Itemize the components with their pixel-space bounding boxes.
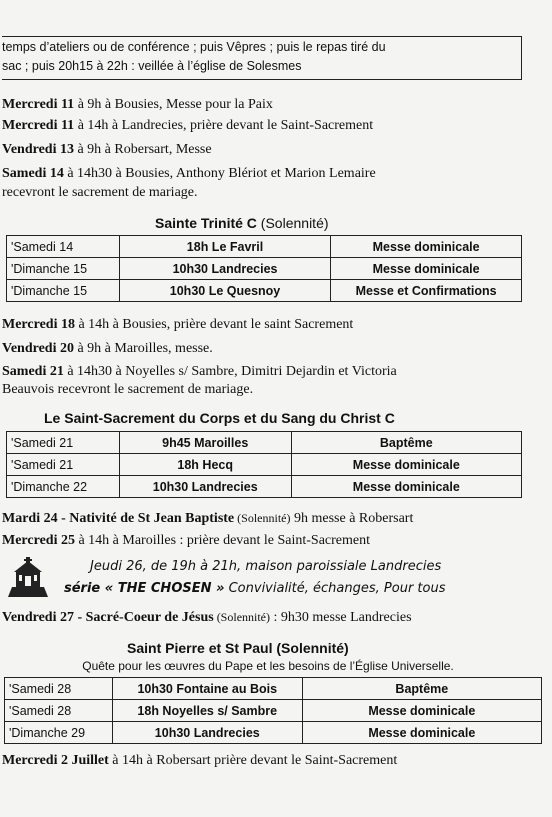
announcement-line: Mercredi 11 à 14h à Landrecies, prière devant le Saint-Sacrement xyxy=(2,118,374,133)
table-cell-day: 'Dimanche 15 xyxy=(7,258,120,280)
table-cell-day: 'Samedi 28 xyxy=(5,700,113,722)
announcement-line: Mercredi 18 à 14h à Bousies, prière devant le saint Sacrement xyxy=(2,317,354,332)
table-cell-time: 10h30 Landrecies xyxy=(119,476,291,498)
schedule-table xyxy=(6,431,522,498)
table-cell-time: 10h30 Fontaine au Bois xyxy=(112,678,302,700)
table-cell-day: 'Samedi 21 xyxy=(7,432,120,454)
table-cell-time: 18h Hecq xyxy=(119,454,291,476)
announcement-line: Vendredi 13 à 9h à Robersart, Messe xyxy=(2,142,212,157)
table-cell-time: 10h30 Landrecies xyxy=(119,258,330,280)
section-title: Sainte Trinité C (Solennité) xyxy=(155,215,329,231)
announcement-line: Samedi 21 à 14h30 à Noyelles s/ Sambre, Dimitri Dejardin et Victoria xyxy=(2,364,397,379)
table-row xyxy=(5,700,542,722)
section-title: Saint Pierre et St Paul (Solennité) xyxy=(127,640,349,656)
announcement-line: Beauvois recevront le sacrement de mariage. xyxy=(2,382,254,397)
intro-box xyxy=(2,36,522,80)
announcement-line: Mercredi 2 Juillet à 14h à Robersart prière devant le Saint-Sacrement xyxy=(2,753,398,768)
announcement-line: Mercredi 11 à 9h à Bousies, Messe pour la Paix xyxy=(2,97,273,112)
table-row xyxy=(7,454,522,476)
table-cell-day: 'Samedi 28 xyxy=(5,678,113,700)
table-cell-event: Messe et Confirmations xyxy=(331,280,522,302)
section-subtitle: Quête pour les œuvres du Pape et les besoins de l’Église Universelle. xyxy=(82,659,454,673)
table-cell-day: 'Samedi 14 xyxy=(7,236,120,258)
intro-line-2: sac ; puis 20h15 à 22h : veillée à l’église de Solesmes xyxy=(2,59,302,73)
table-cell-time: 18h Le Favril xyxy=(119,236,330,258)
table-cell-day: 'Dimanche 29 xyxy=(5,722,113,744)
table-cell-time: 9h45 Maroilles xyxy=(119,432,291,454)
table-cell-event: Baptême xyxy=(302,678,541,700)
event-line-1: Jeudi 26, de 19h à 21h, maison paroissiale Landrecies xyxy=(90,559,442,574)
table-cell-day: 'Samedi 21 xyxy=(7,454,120,476)
church-icon xyxy=(4,557,52,599)
table-cell-time: 10h30 Landrecies xyxy=(112,722,302,744)
event-line-2: série « THE CHOSEN » Convivialité, échanges, Pour tous xyxy=(64,581,446,596)
intro-line-1: temps d’ateliers ou de conférence ; puis Vêpres ; puis le repas tiré du xyxy=(2,40,386,54)
table-cell-event: Messe dominicale xyxy=(291,454,521,476)
table-row xyxy=(7,258,522,280)
table-cell-event: Messe dominicale xyxy=(302,722,541,744)
table-row xyxy=(7,432,522,454)
table-cell-day: 'Dimanche 22 xyxy=(7,476,120,498)
schedule-table xyxy=(4,677,542,744)
table-cell-event: Messe dominicale xyxy=(291,476,521,498)
announcement-line: recevront le sacrement de mariage. xyxy=(2,185,198,200)
announcement-line: Mardi 24 - Nativité de St Jean Baptiste (Solennité) 9h messe à Robersart xyxy=(2,511,414,526)
announcement-line: Mercredi 25 à 14h à Maroilles : prière devant le Saint-Sacrement xyxy=(2,533,371,548)
table-row xyxy=(7,280,522,302)
table-row xyxy=(7,236,522,258)
announcement-line: Vendredi 20 à 9h à Maroilles, messe. xyxy=(2,341,213,356)
announcement-line: Samedi 14 à 14h30 à Bousies, Anthony Blériot et Marion Lemaire xyxy=(2,166,376,181)
table-row xyxy=(5,678,542,700)
table-row xyxy=(7,476,522,498)
table-cell-event: Messe dominicale xyxy=(331,258,522,280)
section-title: Le Saint-Sacrement du Corps et du Sang du Christ C xyxy=(44,410,395,426)
announcement-line: Vendredi 27 - Sacré-Coeur de Jésus (Solennité) : 9h30 messe Landrecies xyxy=(2,610,412,625)
table-cell-event: Baptême xyxy=(291,432,521,454)
table-cell-day: 'Dimanche 15 xyxy=(7,280,120,302)
table-cell-event: Messe dominicale xyxy=(331,236,522,258)
table-cell-event: Messe dominicale xyxy=(302,700,541,722)
table-cell-time: 18h Noyelles s/ Sambre xyxy=(112,700,302,722)
table-row xyxy=(5,722,542,744)
schedule-table xyxy=(6,235,522,302)
table-cell-time: 10h30 Le Quesnoy xyxy=(119,280,330,302)
